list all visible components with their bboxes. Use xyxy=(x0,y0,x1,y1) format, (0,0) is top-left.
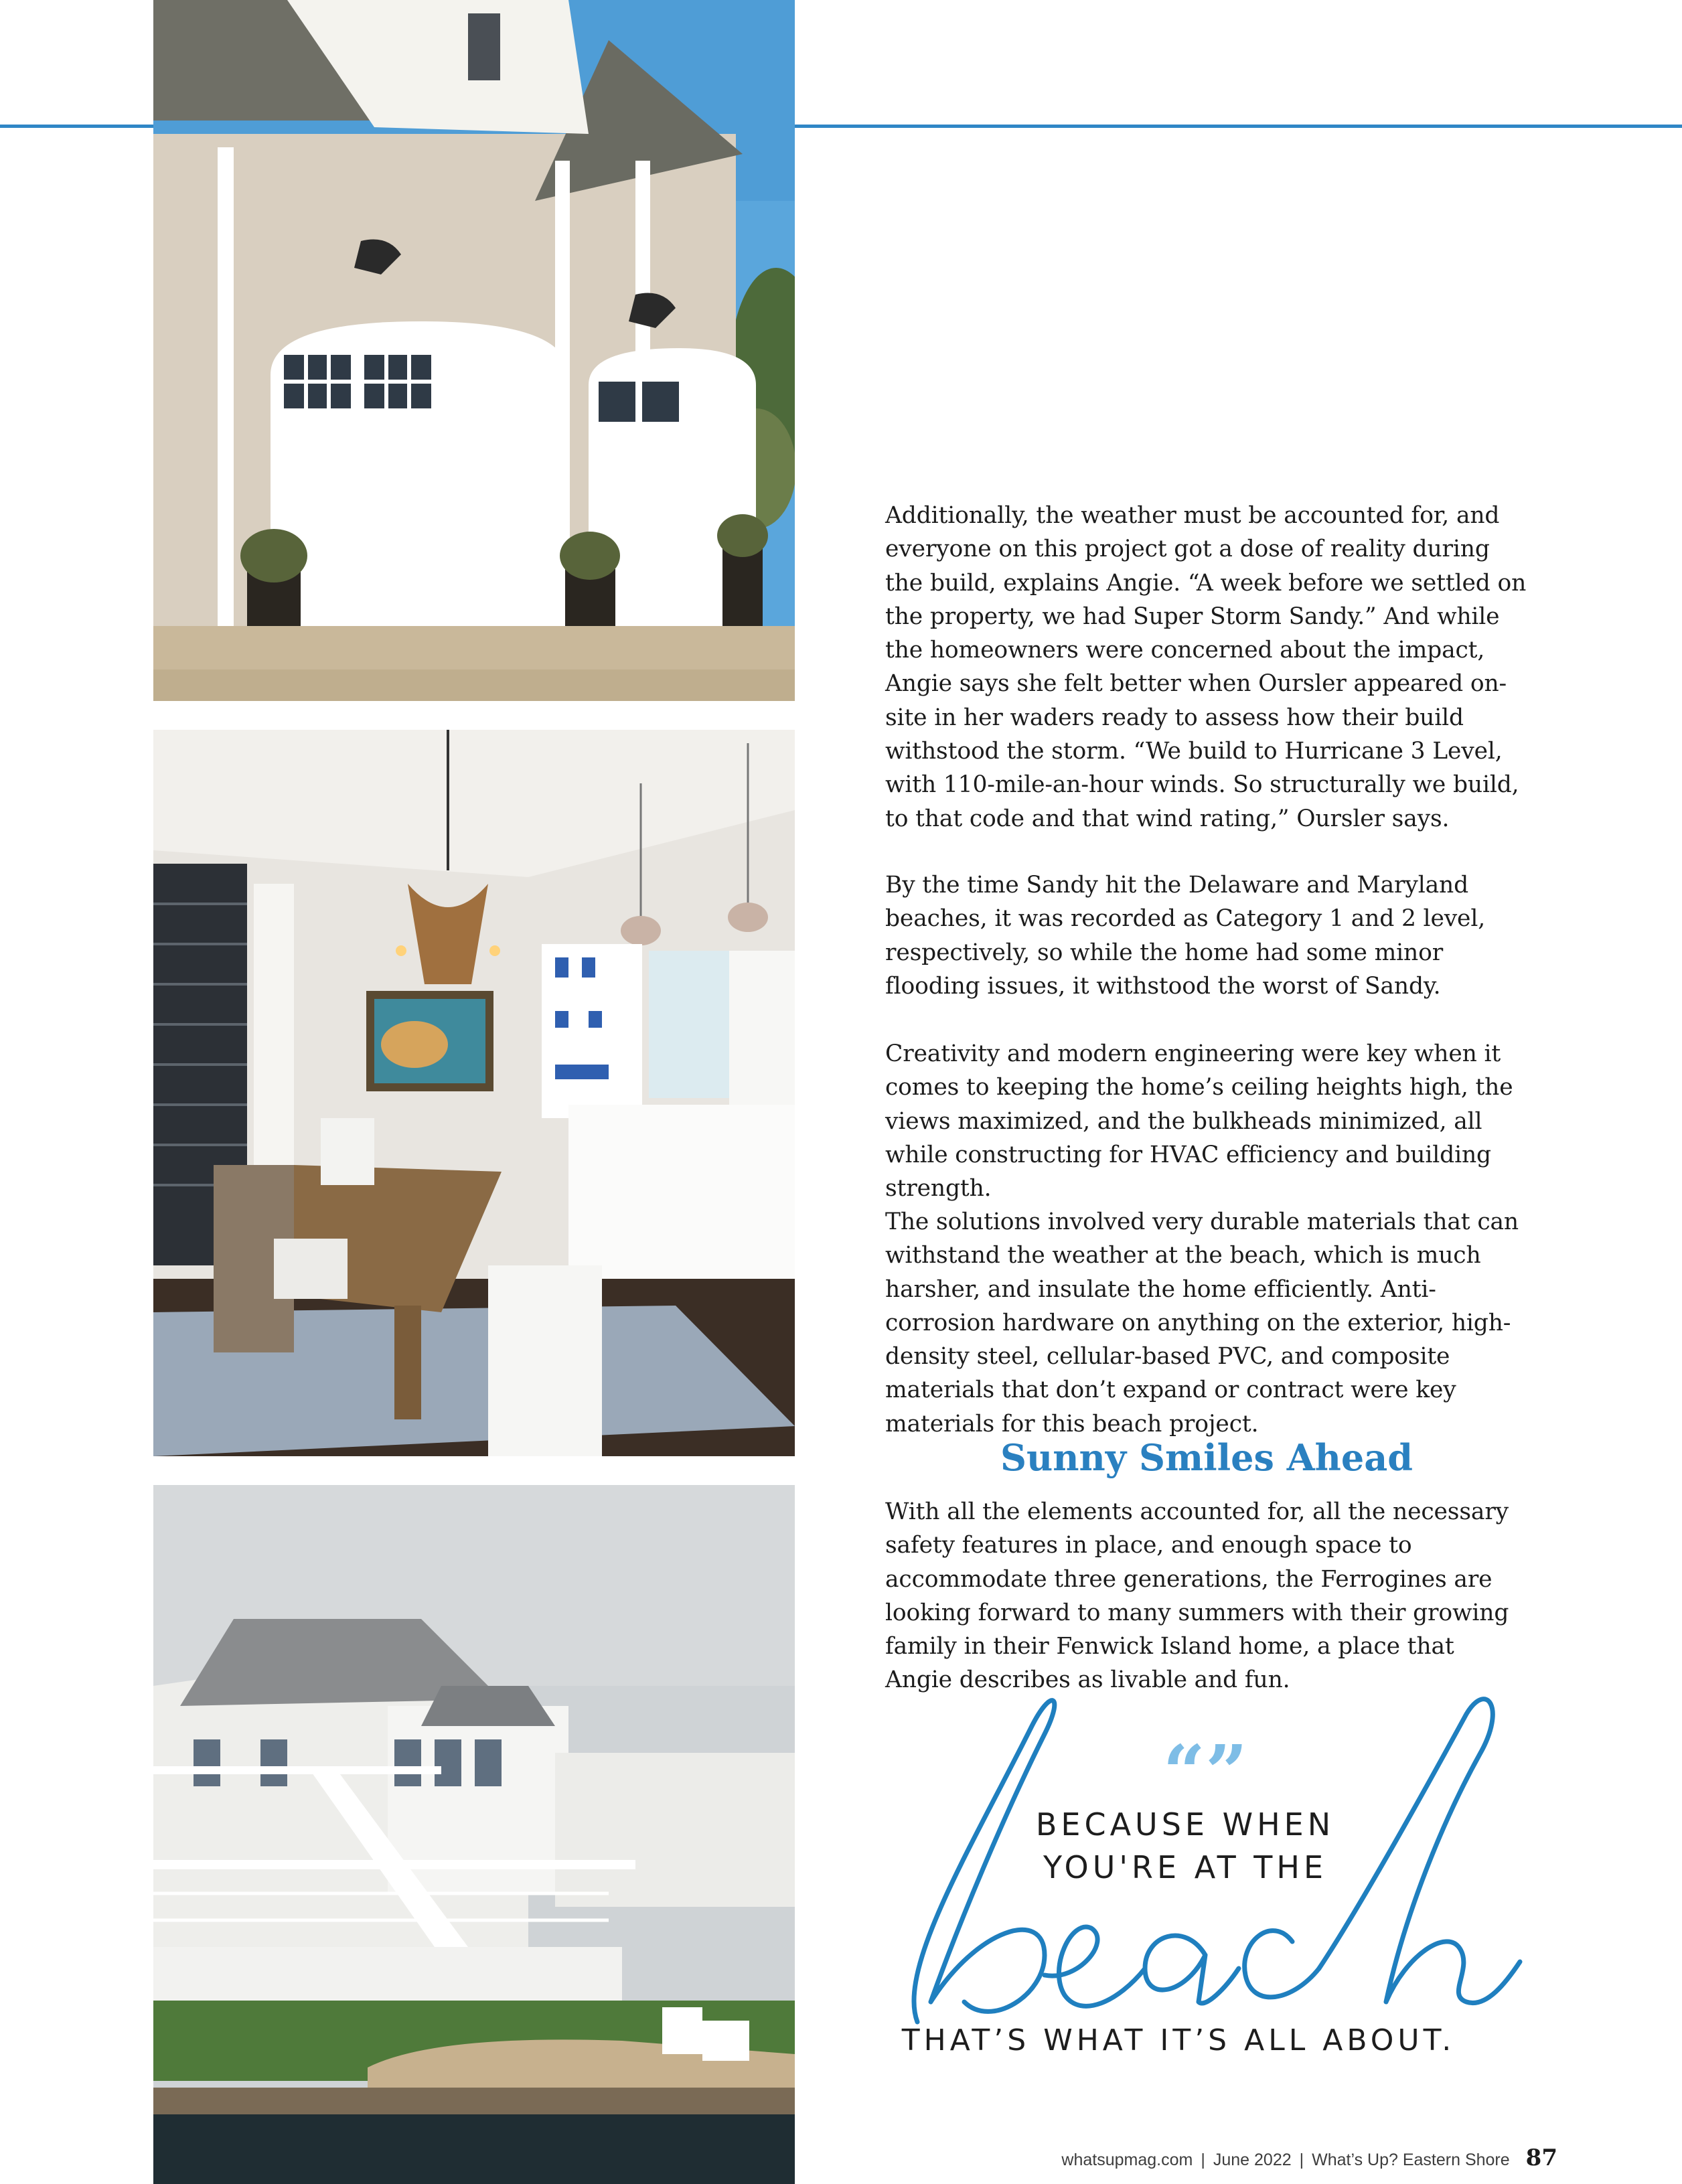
rear-exterior-photo xyxy=(153,1485,795,2184)
footer-separator: | xyxy=(1201,2151,1205,2169)
page-footer xyxy=(1061,2144,1557,2178)
footer-site: whatsupmag.com xyxy=(1061,2151,1193,2169)
article-paragraph xyxy=(885,1205,1528,1441)
footer-publication: What’s Up? Eastern Shore xyxy=(1312,2151,1510,2169)
footer-issue: June 2022 xyxy=(1213,2151,1292,2169)
paragraph-text: By the time Sandy hit the Delaware and Maryland beaches, it was recorded as Category 1 and 2 level, respectively, so while the home had some minor flooding issues, it withstood the worst of Sandy. xyxy=(885,872,1486,1000)
paragraph-text: The solutions involved very durable materials that can withstand the weather at the beach, which is much harsher, and insulate the home efficiently. Anti-corrosion hardware on anything on the exterior, high-density steel, cellular-based PVC, and composite materials that don’t expand or contract were key materials for this beach project. xyxy=(885,1208,1519,1437)
pull-quote-line-1: BECAUSE WHEN xyxy=(1035,1806,1335,1843)
garage-photo xyxy=(153,0,795,701)
footer-separator: | xyxy=(1299,2151,1304,2169)
pull-quote-line-2: YOU'RE AT THE xyxy=(1043,1849,1328,1885)
quote-marks-icon: “” xyxy=(1162,1729,1248,1815)
section-subheading: Sunny Smiles Ahead xyxy=(1000,1436,1413,1479)
article-paragraph xyxy=(885,1037,1528,1205)
paragraph-text: Creativity and modern engineering were key when it comes to keeping the home’s ceiling heights high, the views maximized, and the bulkheads minimized, all while constructing for HVAC efficiency and building strength. xyxy=(885,1040,1513,1202)
page-number: 87 xyxy=(1525,2144,1557,2171)
article-paragraph xyxy=(885,499,1528,836)
header-rule-left xyxy=(0,125,154,128)
dining-room-photo xyxy=(153,730,795,1456)
pull-quote-line-3: THAT’S WHAT IT’S ALL ABOUT. xyxy=(901,2023,1456,2057)
paragraph-text: Additionally, the weather must be accounted for, and everyone on this project got a dose of reality during the build, explains Angie. “A week before we settled on the property, we had Super Storm Sandy.” And while the homeowners were concerned about the impact, Angie says she felt better when Oursler appeared on-site in her waders ready to assess how their build withstood the storm. “We build to Hurricane 3 Level, with 110-mile-an-hour winds. So structurally we build, to that code and that wind rating,” Oursler says. xyxy=(885,502,1527,832)
header-rule-right xyxy=(794,125,1682,128)
article-paragraph xyxy=(885,1495,1528,1697)
article-paragraph xyxy=(885,868,1528,1003)
paragraph-text: With all the elements accounted for, all the necessary safety features in place, and enough space to accommodate three generations, the Ferrogines are looking forward to many summers with their growing family in their Fenwick Island home, a place that Angie describes as livable and fun. xyxy=(885,1498,1509,1694)
pull-quote xyxy=(891,1687,1533,2069)
